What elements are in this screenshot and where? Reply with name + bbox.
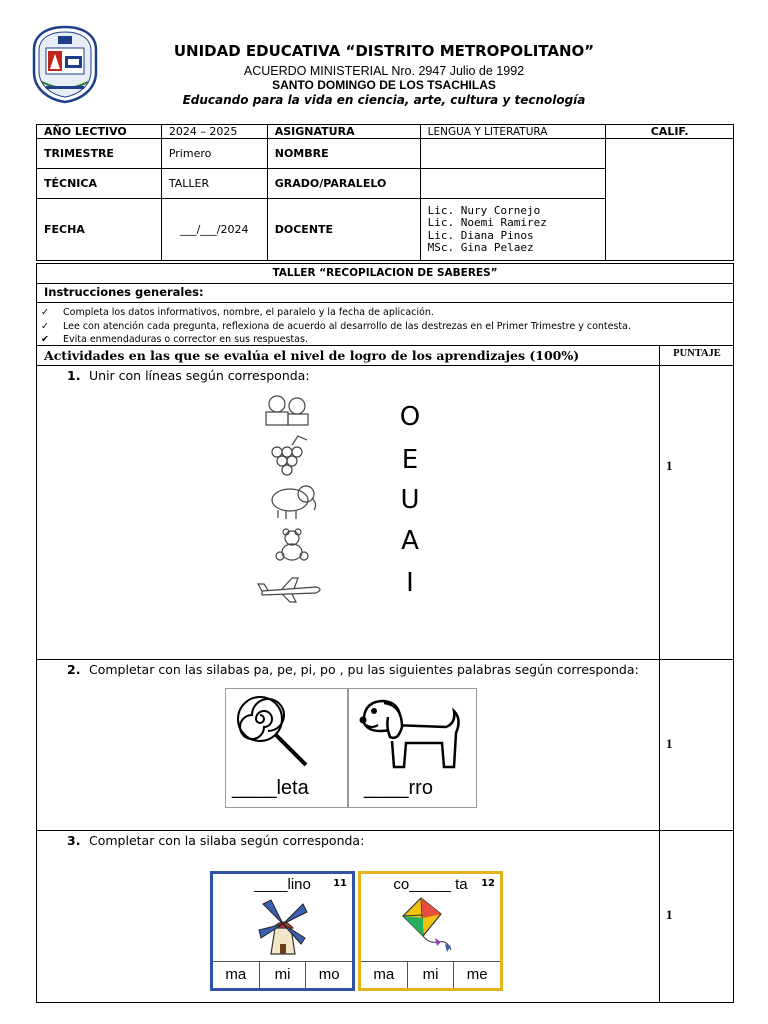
activities-title: Actividades en las que se evalúa el nivel de logro de los aprendizajes (100%) bbox=[44, 348, 580, 363]
windmill-icon bbox=[257, 898, 309, 956]
question-1-row bbox=[36, 366, 734, 660]
question-2-row bbox=[36, 660, 734, 831]
taller-title: TALLER “RECOPILACION DE SABERES” bbox=[36, 263, 734, 284]
check-icon: ✓ bbox=[41, 321, 49, 332]
school-name: UNIDAD EDUCATIVA “DISTRITO METROPOLITANO” bbox=[173, 42, 595, 60]
docente-label: DOCENTE bbox=[267, 199, 420, 261]
anio-lectivo-label: AÑO LECTIVO bbox=[37, 125, 162, 139]
nombre-label: NOMBRE bbox=[267, 139, 420, 169]
question-2 bbox=[67, 662, 639, 677]
question-text: Completar con la silaba según corresponda: bbox=[89, 833, 365, 848]
score-cell bbox=[659, 831, 734, 1002]
docente-name: MSc. Gina Pelaez bbox=[427, 241, 534, 254]
syllable-options bbox=[361, 961, 500, 988]
instructions-title-text: Instrucciones generales: bbox=[44, 285, 204, 299]
word-rro: ____rro bbox=[364, 777, 433, 799]
instruction-text: Evita enmendaduras o corrector en sus respuestas. bbox=[63, 334, 308, 345]
elephant-drawing bbox=[272, 486, 316, 519]
grado-paralelo-label: GRADO/PARALELO bbox=[267, 169, 420, 199]
vowel-o: O bbox=[399, 402, 421, 432]
dog-drawing bbox=[358, 697, 468, 773]
question-1 bbox=[67, 368, 310, 383]
card-number: 12 bbox=[481, 878, 495, 889]
syllable-option[interactable]: me bbox=[453, 962, 500, 988]
trimestre-label: TRIMESTRE bbox=[37, 139, 162, 169]
kite-icon bbox=[399, 896, 459, 956]
instructions-list bbox=[36, 303, 734, 346]
vowel-u: U bbox=[400, 485, 420, 515]
check-icon: ✔ bbox=[41, 334, 49, 345]
asignatura-value: LENGUA Y LITERATURA bbox=[420, 125, 606, 139]
syllable-options bbox=[213, 961, 352, 988]
children-drawing bbox=[266, 396, 308, 425]
acuerdo-ministerial: ACUERDO MINISTERIAL Nro. 2947 Julio de 1992 bbox=[243, 64, 525, 78]
activities-header bbox=[36, 346, 734, 366]
calif-label: CALIF. bbox=[606, 125, 734, 139]
question-text: Completar con las silabas pa, pe, pi, po , pu las siguientes palabras según corresponda: bbox=[89, 662, 639, 677]
docente-name: Lic. Diana Pinos bbox=[427, 228, 534, 242]
windmill-card bbox=[210, 871, 355, 991]
vowel-e: E bbox=[401, 445, 419, 475]
instruction-text: Completa los datos informativos, nombre, el paralelo y la fecha de aplicación. bbox=[63, 307, 434, 318]
instruction-text: Lee con atención cada pregunta, reflexiona de acuerdo al desarrollo de las destrezas en el Primer Trimestre y contesta. bbox=[63, 321, 632, 332]
fecha-value[interactable]: ___/___/2024 bbox=[161, 199, 267, 261]
school-motto: Educando para la vida en ciencia, arte, cultura y tecnología bbox=[182, 93, 586, 107]
puntaje-label: PUNTAJE bbox=[659, 346, 734, 365]
score-value: 1 bbox=[666, 736, 673, 751]
instruction-item bbox=[41, 334, 308, 345]
docente-name: Lic. Noemi Ramirez bbox=[427, 216, 547, 229]
matching-pictures bbox=[252, 392, 457, 607]
syllable-option[interactable]: ma bbox=[225, 966, 247, 983]
syllable-option[interactable]: mo bbox=[305, 962, 352, 988]
syllable-option[interactable]: mi bbox=[259, 962, 306, 988]
docente-name: Lic. Nury Cornejo bbox=[427, 203, 541, 217]
tecnica-value: TALLER bbox=[161, 169, 267, 199]
airplane-drawing bbox=[258, 578, 320, 602]
fecha-label: FECHA bbox=[37, 199, 162, 261]
question-3 bbox=[67, 833, 364, 848]
school-location: SANTO DOMINGO DE LOS TSACHILAS bbox=[272, 78, 496, 92]
score-value: 1 bbox=[666, 458, 673, 473]
tecnica-label: TÉCNICA bbox=[37, 169, 162, 199]
question-number: 3. bbox=[67, 833, 81, 848]
syllable-option[interactable]: mi bbox=[407, 962, 454, 988]
card-number: 11 bbox=[333, 878, 347, 889]
dog-card bbox=[347, 688, 477, 808]
word-leta: ____leta bbox=[232, 777, 309, 799]
score-cell bbox=[659, 660, 734, 830]
trimestre-value: Primero bbox=[161, 139, 267, 169]
docente-list bbox=[420, 199, 606, 261]
card-word: ____lino bbox=[254, 876, 311, 893]
lollipop-drawing bbox=[234, 693, 314, 771]
check-icon: ✓ bbox=[41, 307, 49, 318]
nombre-field[interactable] bbox=[420, 139, 606, 169]
vowel-a: A bbox=[401, 526, 419, 556]
question-number: 1. bbox=[67, 368, 81, 383]
school-emblem-logo bbox=[30, 24, 100, 104]
grado-paralelo-field[interactable] bbox=[420, 169, 606, 199]
calif-field[interactable] bbox=[606, 139, 734, 261]
kite-card bbox=[358, 871, 503, 991]
question-number: 2. bbox=[67, 662, 81, 677]
vowel-i: I bbox=[406, 568, 414, 598]
anio-lectivo-value: 2024 – 2025 bbox=[161, 125, 267, 139]
instruction-item bbox=[41, 307, 434, 318]
question-3-row bbox=[36, 831, 734, 1003]
grapes-drawing bbox=[272, 436, 307, 475]
teddy-bear-drawing bbox=[276, 529, 308, 560]
student-info-table bbox=[36, 124, 734, 261]
lollipop-card bbox=[225, 688, 349, 808]
syllable-option[interactable]: ma bbox=[373, 966, 395, 983]
card-word: co_____ ta bbox=[393, 876, 468, 893]
asignatura-label: ASIGNATURA bbox=[267, 125, 420, 139]
instructions-title bbox=[36, 283, 734, 303]
question-text: Unir con líneas según corresponda: bbox=[89, 368, 310, 383]
instruction-item bbox=[41, 321, 631, 332]
score-value: 1 bbox=[666, 907, 673, 922]
score-cell bbox=[659, 366, 734, 659]
